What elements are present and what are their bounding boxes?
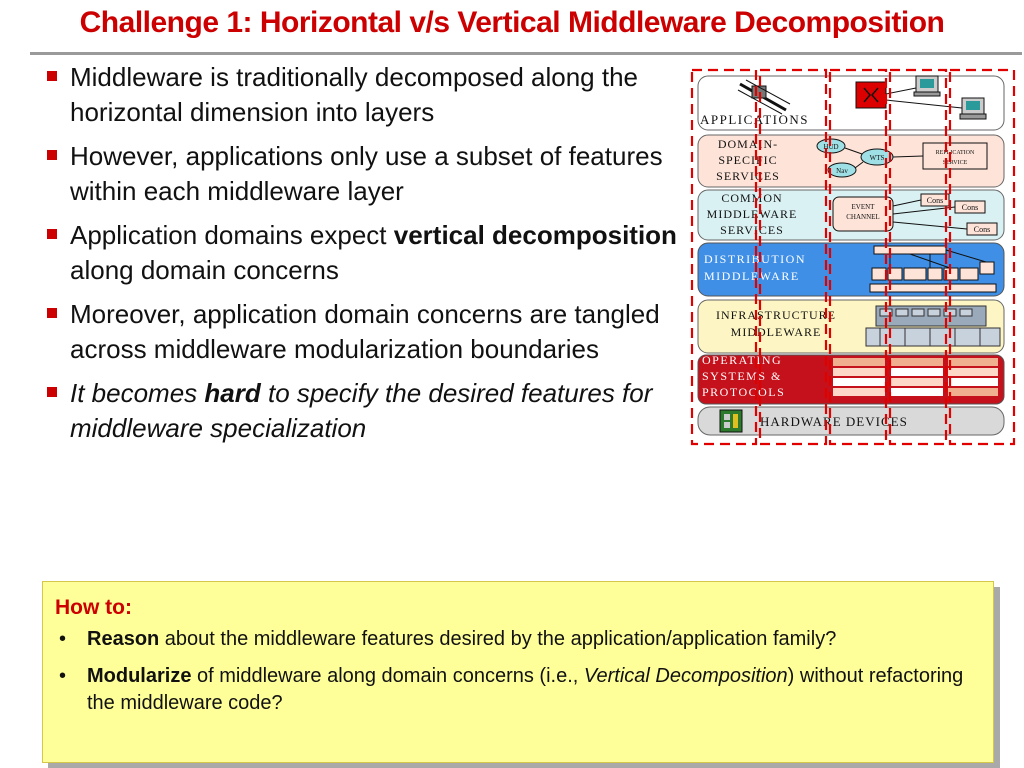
common-label-line: COMMON xyxy=(721,191,783,205)
bullet-item xyxy=(44,60,684,130)
how-to-emphasis: Reason xyxy=(87,628,160,650)
domain-label-line: DOMAIN- xyxy=(717,137,779,151)
computer-icon xyxy=(914,76,940,96)
how-to-item xyxy=(53,626,973,653)
domain-label-line: SPECIFIC xyxy=(718,153,778,167)
bullet-text: It becomes xyxy=(70,378,205,408)
wts-label: WTS xyxy=(869,154,885,162)
bullet-text: along domain concerns xyxy=(70,255,339,285)
bullet-square-icon xyxy=(47,150,57,160)
replication-label-line: SERVICE xyxy=(942,160,968,166)
nav-label: Nav xyxy=(836,167,848,175)
how-to-callout xyxy=(42,581,994,763)
bullet-dot-icon: • xyxy=(59,628,67,650)
consumer-label: Cons xyxy=(973,225,991,234)
how-to-text: ) without refactoring the middleware code? xyxy=(87,665,964,714)
how-to-heading: How to: xyxy=(55,596,132,619)
consumer-label: Cons xyxy=(926,196,944,205)
router-icon xyxy=(856,82,886,108)
bullet-text: Moreover, application domain concerns are tangled across middleware modularization boundaries xyxy=(70,299,660,364)
os-label-line: OPERATING xyxy=(702,353,783,367)
bullet-square-icon xyxy=(47,387,57,397)
bullet-emphasis: vertical decomposition xyxy=(393,220,677,250)
bullet-item xyxy=(44,218,684,288)
how-to-italic: Vertical Decomposition xyxy=(583,665,788,687)
bullet-dot-icon: • xyxy=(59,665,67,687)
bullet-text: to specify the desired features for middleware specialization xyxy=(70,378,653,443)
event-channel-label-line: CHANNEL xyxy=(846,213,880,221)
common-label-line: MIDDLEWARE xyxy=(706,207,798,221)
consumer-label: Cons xyxy=(961,203,979,212)
infra-label-line: INFRASTRUCTURE xyxy=(715,308,837,322)
bullet-emphasis: hard xyxy=(204,378,261,408)
bullet-list xyxy=(44,60,684,455)
applications-label: APPLICATIONS xyxy=(700,112,810,127)
domain-label-line: SERVICES xyxy=(716,169,780,183)
distribution-label-line: DISTRIBUTION xyxy=(704,252,806,266)
title-divider xyxy=(30,52,1022,55)
common-label-line: SERVICES xyxy=(720,223,784,237)
os-label-line: PROTOCOLS xyxy=(702,385,786,399)
bullet-item xyxy=(44,376,684,446)
bullet-text: However, applications only use a subset of features within each middleware layer xyxy=(70,141,663,206)
bullet-square-icon xyxy=(47,71,57,81)
os-label-line: SYSTEMS & xyxy=(702,369,782,383)
how-to-item xyxy=(53,663,973,717)
circuit-board-icon xyxy=(720,410,742,432)
event-channel-label-line: EVENT xyxy=(851,203,875,211)
hardware-label: HARDWARE DEVICES xyxy=(760,414,908,429)
distribution-label-line: MIDDLEWARE xyxy=(704,269,800,283)
how-to-list xyxy=(53,626,973,727)
computer-icon xyxy=(960,98,986,119)
bullet-item xyxy=(44,139,684,209)
bullet-square-icon xyxy=(47,308,57,318)
bullet-text: Application domains expect xyxy=(70,220,394,250)
infra-label-line: MIDDLEWARE xyxy=(730,325,822,339)
bullet-item xyxy=(44,297,684,367)
how-to-emphasis: Modularize xyxy=(87,665,192,687)
replication-label-line: REPLICATION xyxy=(935,150,975,156)
bullet-text: Middleware is traditionally decomposed along the horizontal dimension into layers xyxy=(70,62,638,127)
middleware-layers-diagram xyxy=(690,66,1020,450)
how-to-text: about the middleware features desired by the application/application family? xyxy=(159,628,837,650)
bullet-square-icon xyxy=(47,229,57,239)
hud-label: HUD xyxy=(823,143,839,151)
how-to-text: of middleware along domain concerns (i.e., xyxy=(191,665,584,687)
page-title: Challenge 1: Horizontal v/s Vertical Middleware Decomposition xyxy=(79,6,945,39)
